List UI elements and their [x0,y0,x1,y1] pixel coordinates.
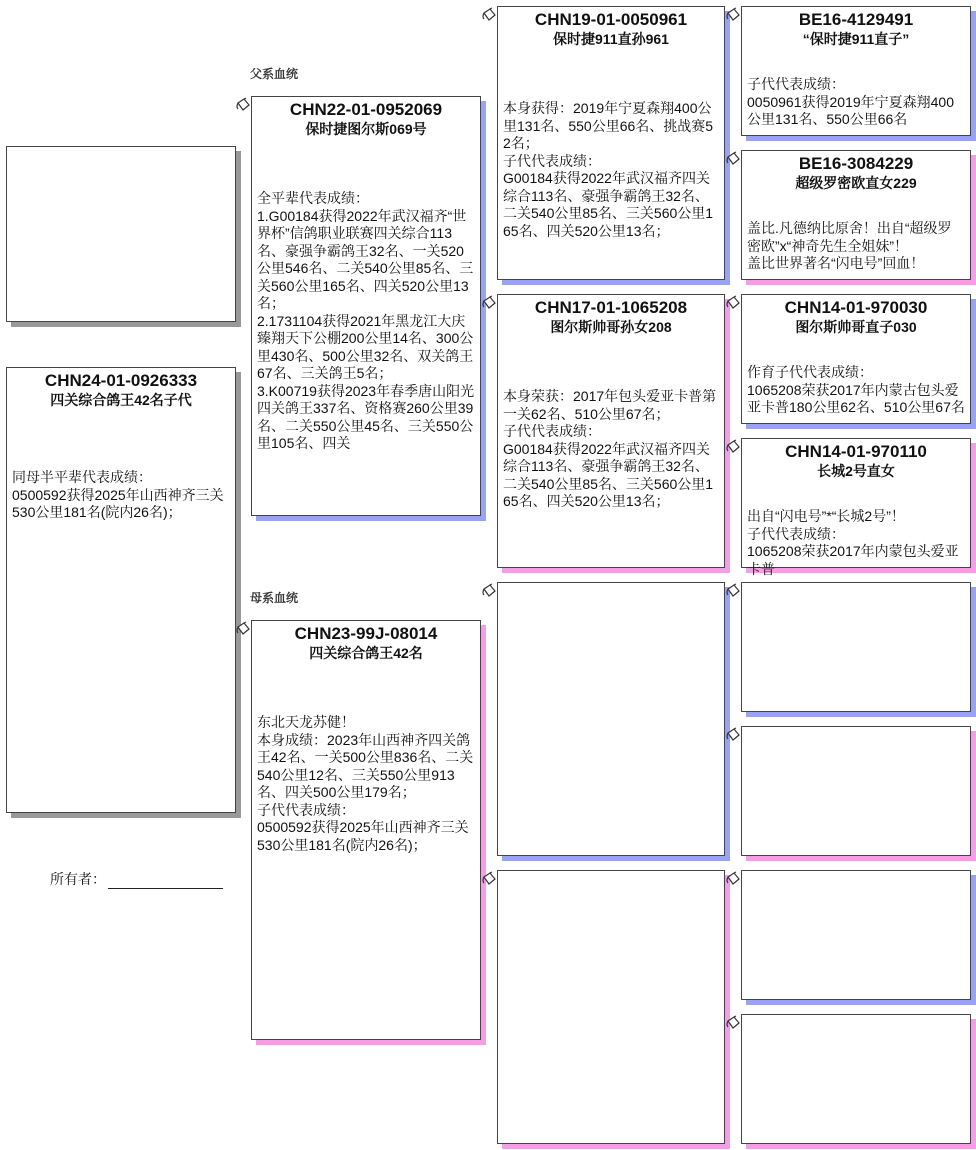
great-grandparent-card[interactable] [741,438,971,577]
pigeon-name: “保时捷911直子” [802,31,910,47]
pigeon-notes: 子代代表成绩： 0050961获得2019年宁夏森翔400公里131名、550公里66名 [747,76,955,127]
ring-number: CHN14-01-970110 [785,442,927,461]
pigeon-notes: 盖比.凡德纳比原舍！出自“超级罗密欧”x“神奇先生全姐妹”！ 盖比世界著名“闪电号”回血！ [747,220,952,271]
pigeon-notes: 东北天龙苏健！ 本身成绩：2023年山西神齐四关鸽王42名、一关500公里836名、二关540公里12名、三关550公里913名、四关500公里179名； 子代代表成绩： 0500592获得2025年山西神齐三关530公里181名(院内26名)； [257,714,474,853]
pigeon-notes: 全平辈代表成绩： 1.G00184获得2022年武汉福齐“世界杯”信鸽职业联赛四关综合113名、豪强争霸鸽王32名、一关520公里546名、二关540公里85名、三关560公里165名、四关520公里13名； 2.1731104获得2021年黑龙江大庆臻翔天下公棚200公里14名、300公里430名、500公里32名、双关鸽王67名、三关鸽王5名； 3.K00719获得2023年春季唐山阳光四关鸽王337名、资格赛260公里39名、二关550公里45名、三关550公里105名、四关 [257,190,475,451]
grandparent-card[interactable] [497,870,725,1144]
pigeon-name: 长城2号直女 [817,463,895,479]
pigeon-name: 超级罗密欧直女229 [795,175,917,191]
owner-input-line[interactable] [108,874,223,889]
ring-number: CHN19-01-0050961 [534,10,688,29]
pigeon-name: 图尔斯帅哥孙女208 [550,319,672,335]
grandparent-card[interactable] [497,582,725,856]
paint-bucket-icon[interactable] [725,871,741,887]
paint-bucket-icon[interactable] [235,621,251,637]
paint-bucket-icon[interactable] [725,727,741,743]
great-grandparent-card[interactable] [741,1014,971,1144]
great-grandparent-card[interactable] [741,582,971,712]
ring-number: CHN17-01-1065208 [534,298,688,317]
paint-bucket-icon[interactable] [481,295,497,311]
paint-bucket-icon[interactable] [725,583,741,599]
grandparent-card[interactable] [497,294,725,568]
ring-number: CHN14-01-970030 [784,298,928,317]
ring-number: CHN22-01-0952069 [289,100,443,119]
pigeon-notes: 同母半平辈代表成绩： 0500592获得2025年山西神齐三关530公里181名(院内26名)； [12,469,224,520]
dam-card[interactable] [251,620,481,1040]
pigeon-notes: 本身荣获：2017年包头爱亚卡普第一关62名、510公里67名； 子代代表成绩： G00184获得2022年武汉福齐四关综合113名、豪强争霸鸽王32名、二关540公里85名、三关560公里165名、四关520公里13名； [503,388,717,509]
great-grandparent-card[interactable] [741,150,971,280]
pigeon-name: 四关综合鸽王42名子代 [50,392,192,408]
owner-field [50,869,223,889]
pigeon-name: 保时捷图尔斯069号 [305,121,427,137]
subject-pigeon-card[interactable] [6,367,236,813]
ring-number: BE16-3084229 [798,154,914,173]
paint-bucket-icon[interactable] [725,295,741,311]
sire-line-label: 父系血统 [250,67,299,81]
paint-bucket-icon[interactable] [725,1015,741,1031]
great-grandparent-card[interactable] [741,870,971,1000]
owner-label: 所有者： [50,871,106,887]
grandparent-card[interactable] [497,6,725,280]
pigeon-name: 图尔斯帅哥直子030 [795,319,917,335]
paint-bucket-icon[interactable] [481,7,497,23]
photo-box[interactable] [6,146,236,322]
sire-card[interactable] [251,96,481,516]
pigeon-name: 四关综合鸽王42名 [309,645,423,661]
great-grandparent-card[interactable] [741,294,971,424]
paint-bucket-icon[interactable] [725,151,741,167]
paint-bucket-icon[interactable] [725,7,741,23]
paint-bucket-icon[interactable] [725,439,741,455]
pigeon-notes: 作育子代代表成绩： 1065208荣获2017年内蒙古包头爱亚卡普180公里62名、510公里67名 [747,364,965,415]
great-grandparent-card[interactable] [741,726,971,856]
ring-number: BE16-4129491 [798,10,914,29]
great-grandparent-card[interactable] [741,6,971,136]
pigeon-notes: 出自“闪电号”*“长城2号”！ 子代代表成绩： 1065208荣获2017年内蒙包头爱亚卡普 [747,508,959,577]
ring-number: CHN23-99J-08014 [294,624,438,643]
paint-bucket-icon[interactable] [235,97,251,113]
dam-line-label: 母系血统 [250,591,299,605]
ring-number: CHN24-01-0926333 [44,371,198,390]
pigeon-name: 保时捷911直孙961 [553,31,669,47]
pigeon-notes: 本身获得：2019年宁夏森翔400公里131名、550公里66名、挑战赛52名； 子代代表成绩： G00184获得2022年武汉福齐四关综合113名、豪强争霸鸽王32名、二关540公里85名、三关560公里165名、四关520公里13名； [503,100,714,239]
paint-bucket-icon[interactable] [481,871,497,887]
paint-bucket-icon[interactable] [481,583,497,599]
